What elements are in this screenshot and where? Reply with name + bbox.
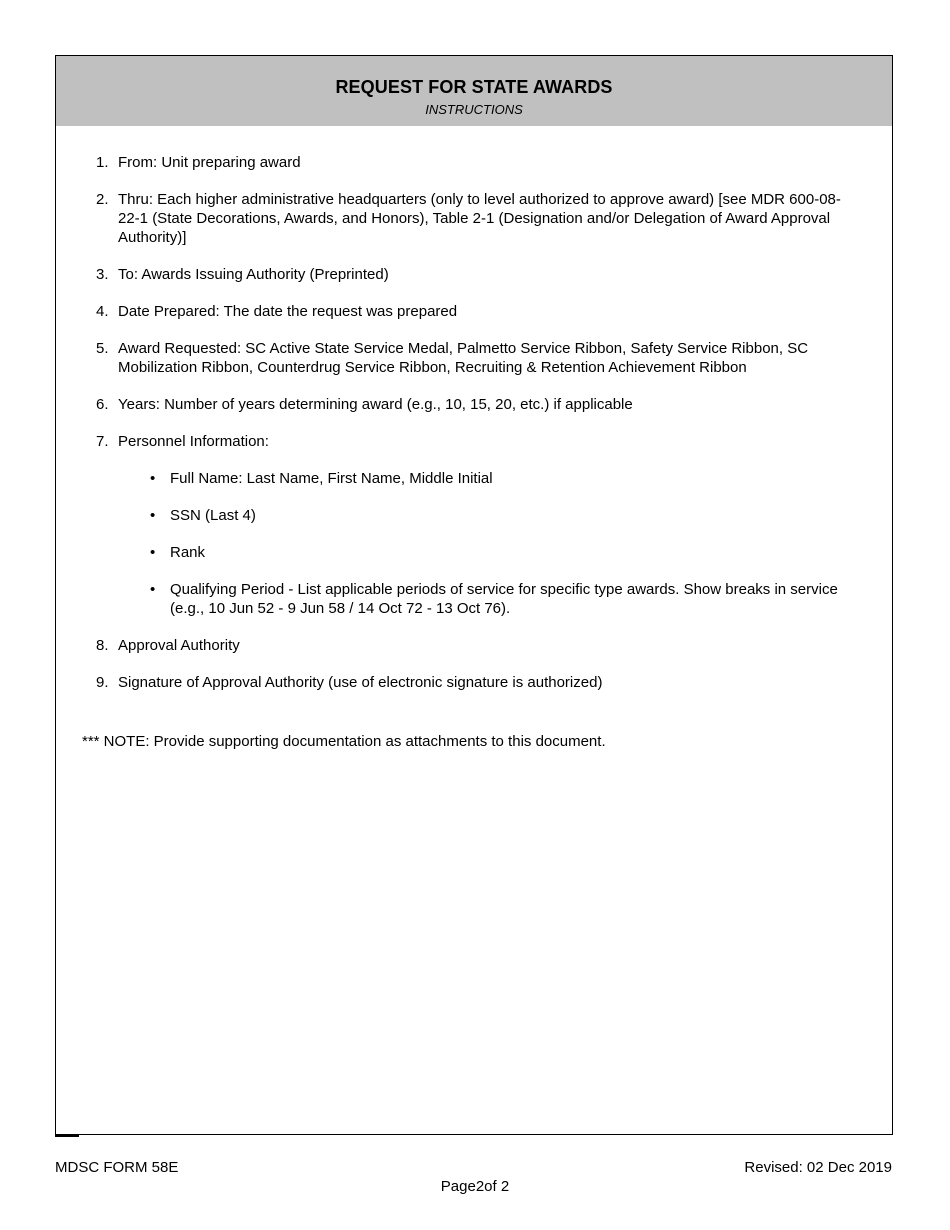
instruction-number: 1.: [96, 154, 109, 171]
personnel-info-item: [118, 469, 870, 488]
instruction-number: 9.: [96, 674, 109, 691]
instruction-item: [96, 190, 856, 247]
instruction-number: 2.: [96, 191, 109, 208]
page-of: of: [484, 1178, 497, 1195]
bullet-icon: •: [150, 507, 156, 524]
instruction-item: [96, 395, 856, 414]
instruction-item: [96, 339, 856, 377]
page-label: Page: [440, 1178, 476, 1195]
instruction-text: From: Unit preparing award: [118, 154, 301, 171]
instruction-item: [96, 673, 856, 692]
instruction-item: [96, 153, 856, 172]
instruction-item: [96, 302, 856, 321]
personnel-info-text: Rank: [170, 544, 206, 561]
supporting-documentation-note: *** NOTE: Provide supporting documentation as attachments to this document.: [82, 733, 606, 750]
instruction-item: [96, 636, 856, 655]
instruction-number: 6.: [96, 396, 109, 413]
personnel-info-text: SSN (Last 4): [170, 507, 256, 524]
personnel-info-item: [118, 506, 870, 525]
bullet-icon: •: [150, 544, 156, 561]
instruction-number: 8.: [96, 637, 109, 654]
instruction-number: 3.: [96, 266, 109, 283]
form-subtitle: INSTRUCTIONS: [425, 102, 523, 117]
instruction-number: 7.: [96, 433, 109, 450]
instruction-number: 4.: [96, 303, 109, 320]
form-id: MDSC FORM 58E: [55, 1159, 179, 1176]
instruction-text: Signature of Approval Authority (use of electronic signature is authorized): [118, 674, 603, 691]
instruction-text: Date Prepared: The date the request was prepared: [118, 303, 458, 320]
personnel-info-item: [118, 580, 870, 618]
page-total: 2: [500, 1178, 510, 1195]
instruction-text: Approval Authority: [118, 637, 240, 654]
instructions-list: [96, 153, 856, 710]
form-corner-mark: [55, 1135, 79, 1137]
instruction-text: Thru: Each higher administrative headquarters (only to level authorized to approve award) [see MDR 600-08-22-1 (State Decorations, Awards, and Honors), Table 2-1 (Designation and/or Delegation of Award Approval Authority)]: [118, 191, 841, 246]
page-number: [0, 1177, 950, 1196]
form-container: [55, 55, 893, 1135]
personnel-info-list: [118, 469, 856, 618]
form-header: [56, 56, 892, 126]
instruction-text: To: Awards Issuing Authority (Preprinted): [118, 266, 389, 283]
personnel-info-text: Full Name: Last Name, First Name, Middle Initial: [170, 470, 493, 487]
personnel-info-item: [118, 543, 870, 562]
personnel-info-text: Qualifying Period - List applicable periods of service for specific type awards. Show breaks in service (e.g., 10 Jun 52 - 9 Jun 58 / 14 Oct 72 - 13 Oct 76).: [170, 581, 838, 617]
instruction-item: [96, 265, 856, 284]
revision-date: Revised: 02 Dec 2019: [744, 1159, 892, 1176]
instruction-text: Years: Number of years determining award (e.g., 10, 15, 20, etc.) if applicable: [118, 396, 633, 413]
instruction-number: 5.: [96, 340, 109, 357]
instruction-text: Personnel Information:: [118, 433, 269, 450]
instruction-item: [96, 432, 856, 618]
instruction-text: Award Requested: SC Active State Service Medal, Palmetto Service Ribbon, Safety Service Ribbon, SC Mobilization Ribbon, Counterdrug Service Ribbon, Recruiting & Retention Achievement Ribbon: [118, 340, 809, 376]
bullet-icon: •: [150, 470, 156, 487]
form-title: REQUEST FOR STATE AWARDS: [335, 77, 613, 97]
bullet-icon: •: [150, 581, 156, 598]
page-current: 2: [475, 1178, 485, 1195]
